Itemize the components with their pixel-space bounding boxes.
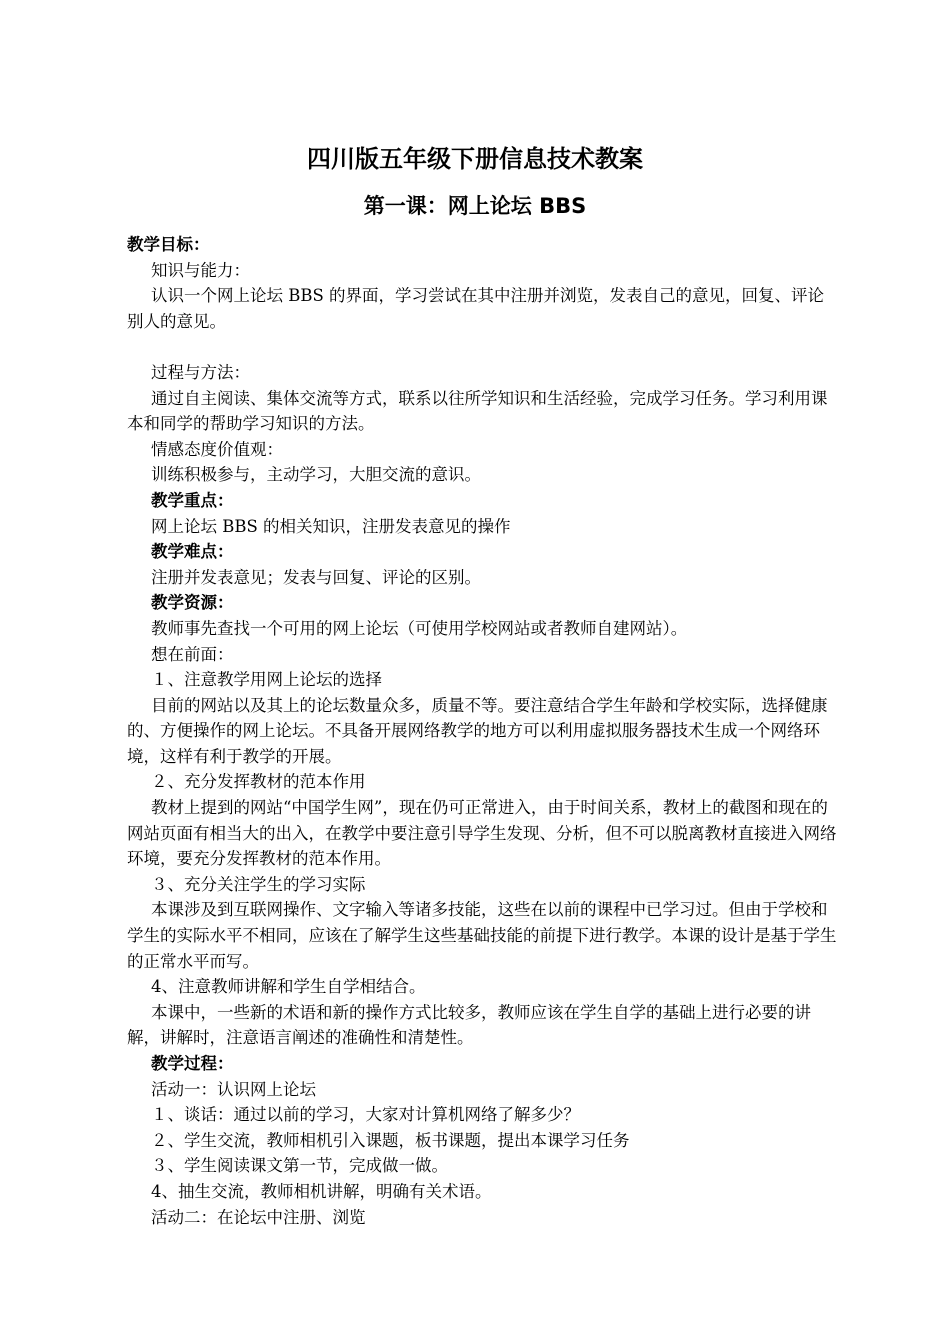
text-line: ３、学生阅读课文第一节，完成做一做。 <box>151 1156 448 1176</box>
document-title: 四川版五年级下册信息技术教案 <box>307 145 643 173</box>
text-line: １、注意教学用网上论坛的选择 <box>151 670 382 690</box>
text-line: 活动一：认识网上论坛 <box>151 1079 316 1099</box>
section-heading: 教学过程： <box>151 1054 234 1073</box>
text-line: 4、抽生交流，教师相机讲解，明确有关术语。 <box>151 1181 492 1201</box>
paragraph: 教材上提到的网站“中国学生网”，现在仍可正常进入，由于时间关系，教材上的截图和现在的网站页面有相当大的出入，在教学中要注意引导学生发现、分析，但不可以脱离教材直接进入网络环境，要充分发挥教材的范本作用。 <box>127 798 837 869</box>
section-heading: 教学目标： <box>127 235 210 254</box>
text-line: 知识与能力： <box>151 260 250 280</box>
text-line: 活动二：在论坛中注册、浏览 <box>151 1207 366 1227</box>
paragraph: 认识一个网上论坛 BBS 的界面，学习尝试在其中注册并浏览，发表自己的意见，回复、评论别人的意见。 <box>127 286 825 331</box>
paragraph: 通过自主阅读、集体交流等方式，联系以往所学知识和生活经验，完成学习任务。学习利用课本和同学的帮助学习知识的方法。 <box>127 388 828 434</box>
section-heading: 教学资源： <box>151 593 234 613</box>
section-heading: 教学难点： <box>151 542 234 562</box>
text-line: 情感态度价值观： <box>151 439 283 459</box>
paragraph: 目前的网站以及其上的论坛数量众多，质量不等。要注意结合学生年龄和学校实际，选择健康的、方便操作的网上论坛。不具备开展网络教学的地方可以利用虚拟服务器技术生成一个网络环境，这样有利于教学的开展。 <box>127 695 828 766</box>
text-line: 网上论坛 BBS 的相关知识，注册发表意见的操作 <box>151 516 511 536</box>
document-body <box>127 232 837 1230</box>
text-line: ２、充分发挥教材的范本作用 <box>151 772 366 792</box>
text-line: 训练积极参与，主动学习，大胆交流的意识。 <box>151 465 481 485</box>
text-line: １、谈话：通过以前的学习，大家对计算机网络了解多少？ <box>151 1105 580 1125</box>
section-heading: 教学重点： <box>151 490 234 510</box>
text-line: 教师事先查找一个可用的网上论坛（可使用学校网站或者教师自建网站）。 <box>151 618 688 638</box>
lesson-title: 第一课：网上论坛 BBS <box>363 194 587 218</box>
text-line: 注册并发表意见；发表与回复、评论的区别。 <box>151 567 481 587</box>
text-line: 想在前面： <box>151 644 234 664</box>
text-line: ３、充分关注学生的学习实际 <box>151 874 366 894</box>
text-line: ２、学生交流，教师相机引入课题，板书课题，提出本课学习任务 <box>151 1130 630 1150</box>
paragraph: 本课中，一些新的术语和新的操作方式比较多，教师应该在学生自学的基础上进行必要的讲解，讲解时，注意语言阐述的准确性和清楚性。 <box>127 1002 811 1048</box>
text-line: 过程与方法： <box>151 362 250 382</box>
text-line: 4、注意教师讲解和学生自学相结合。 <box>151 977 426 997</box>
blank-line <box>127 334 837 360</box>
paragraph: 本课涉及到互联网操作、文字输入等诸多技能，这些在以前的课程中已学习过。但由于学校和学生的实际水平不相同，应该在了解学生这些基础技能的前提下进行教学。本课的设计是基于学生的正常水平而写。 <box>127 900 837 971</box>
